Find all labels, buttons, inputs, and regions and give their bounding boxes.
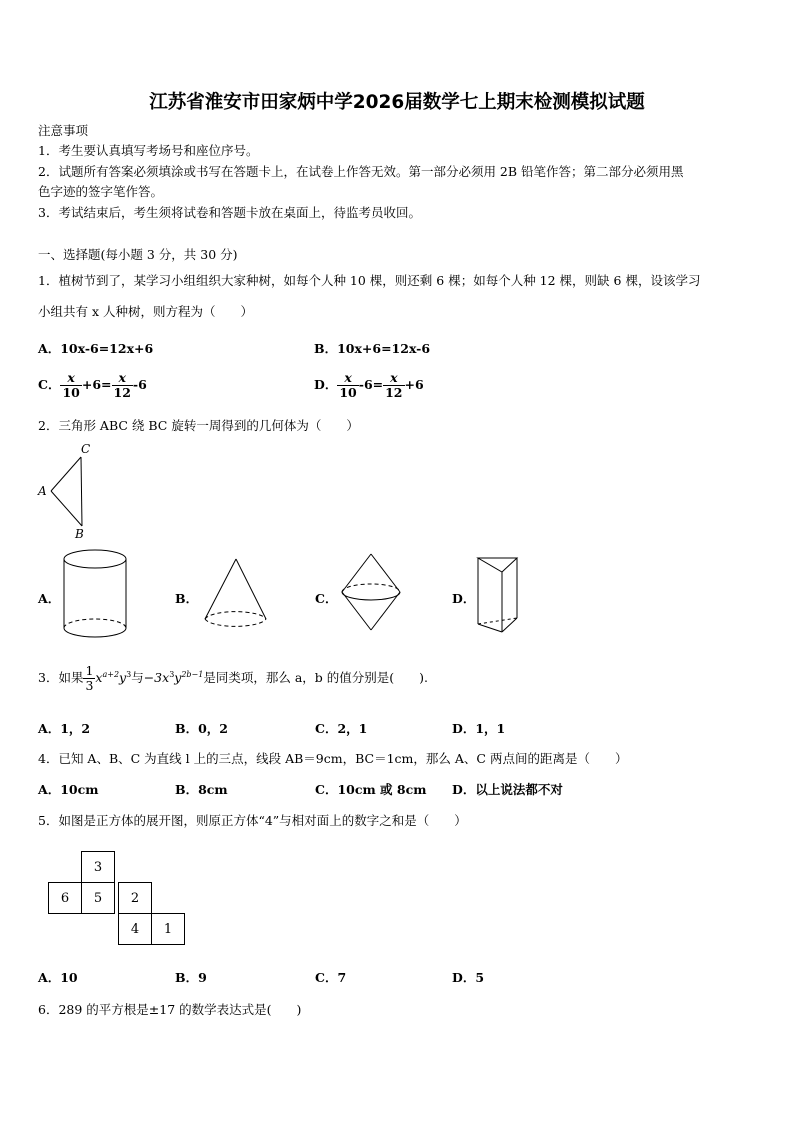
q3-option-a: A．1，2 <box>38 721 91 736</box>
q3-option-c: C．2，1 <box>315 721 368 736</box>
q4-option-b: B．8cm <box>175 782 228 797</box>
question-2-stem: 2．三角形 ABC 绕 BC 旋转一周得到的几何体为（ ） <box>38 418 359 433</box>
net-cell: 2 <box>118 882 152 914</box>
q4-option-c: C．10cm 或 8cm <box>315 782 427 797</box>
question-3-stem: 3．如果 $\frac{1}{3}$ $x^{a+2}y^3$与$-3x^3y^{2b-1}$是同类项，那么 a，b 的值分别是( ). <box>38 663 428 693</box>
net-cell: 1 <box>151 913 185 945</box>
net-cell: 4 <box>118 913 152 945</box>
net-cell: 5 <box>81 882 115 914</box>
page-title: 江苏省淮安市田家炳中学2026届数学七上期末检测模拟试题 <box>149 92 645 113</box>
q1-option-a: A．10x-6=12x+6 <box>38 341 154 356</box>
question-1-line2: 小组共有 x 人种树，则方程为（ ） <box>38 304 253 319</box>
vertex-label-a: A <box>38 484 47 498</box>
section-heading: 一、选择题(每小题 3 分，共 30 分) <box>38 247 238 262</box>
vertex-label-b: B <box>75 527 84 540</box>
cylinder-figure <box>58 546 132 644</box>
q2-option-a: A． <box>38 591 61 606</box>
q4-option-a: A．10cm <box>38 782 99 797</box>
q2-option-b: B． <box>175 591 199 606</box>
q1-option-b: B．10x+6=12x-6 <box>314 341 431 356</box>
question-6-stem: 6．289 的平方根是±17 的数学表达式是( ) <box>38 1002 302 1017</box>
vertex-label-c: C <box>81 442 91 456</box>
prism-figure <box>472 552 532 636</box>
notice-item: 色字迹的签字笔作答。 <box>38 184 164 199</box>
notice-heading: 注意事项 <box>38 123 89 138</box>
net-cell: 3 <box>81 851 115 883</box>
cone-figure <box>200 555 272 635</box>
q4-option-d: D．以上说法都不对 <box>452 782 563 797</box>
q2-option-c: C． <box>315 591 338 606</box>
q5-option-a: A．10 <box>38 970 78 985</box>
question-1-line1: 1．植树节到了，某学习小组组织大家种树，如每个人种 10 棵，则还剩 6 棵；如每个人种 12 棵，则缺 6 棵，设该学习 <box>38 273 701 288</box>
triangle-abc-figure <box>30 440 100 540</box>
q5-option-c: C．7 <box>315 970 347 985</box>
q3-option-d: D．1，1 <box>452 721 506 736</box>
q2-option-d: D． <box>452 591 476 606</box>
q5-option-d: D．5 <box>452 970 485 985</box>
double-cone-figure <box>335 550 407 634</box>
notice-item: 1．考生要认真填写考场号和座位序号。 <box>38 143 259 158</box>
notice-item: 3．考试结束后，考生须将试卷和答题卡放在桌面上，待监考员收回。 <box>38 205 421 220</box>
net-cell: 6 <box>48 882 82 914</box>
question-4-stem: 4．已知 A、B、C 为直线 l 上的三点，线段 AB＝9cm，BC＝1cm，那么 A、C 两点间的距离是（ ） <box>38 751 628 766</box>
q1-option-c: C． $\frac{x}{10}$ +6= $\frac{x}{12}$ -6 <box>38 370 147 400</box>
notice-item: 2．试题所有答案必须填涂或书写在答题卡上，在试卷上作答无效。第一部分必须用 2B 铅笔作答；第二部分必须用黑 <box>38 164 684 179</box>
question-5-stem: 5．如图是正方体的展开图，则原正方体“4”与相对面上的数字之和是（ ） <box>38 813 467 828</box>
q1-option-d: D． $\frac{x}{10}$ -6= $\frac{x}{12}$ +6 <box>314 370 424 400</box>
q3-option-b: B．0，2 <box>175 721 228 736</box>
q5-option-b: B．9 <box>175 970 207 985</box>
